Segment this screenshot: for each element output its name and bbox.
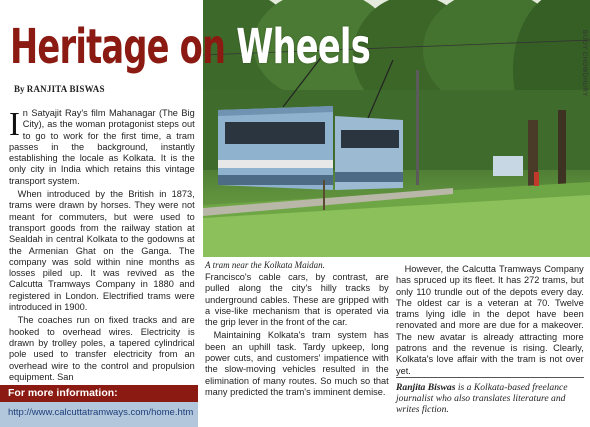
photo-caption: A tram near the Kolkata Maidan. [205, 260, 325, 270]
headline-part-1: Heritage on [10, 19, 237, 75]
byline-prefix: By [14, 84, 25, 94]
bio-name: Ranjita Biswas [396, 382, 456, 393]
more-info-box [0, 385, 198, 427]
article-column-3 [396, 264, 584, 379]
more-info-link[interactable]: http://www.calcuttatramways.com/home.htm [8, 407, 194, 418]
byline-author: RANJITA BISWAS [26, 84, 105, 94]
paragraph-2: When introduced by the British in 1873, trams were drawn by horses. They were not meant for commuters, but were used to transport goods from the railway station at Sealdah in central Kolkata to the godowns at the Armenian Ghat on the Ganga. The company was sold within nine months as losses piled up. It was revived as the Calcutta Tramways Company in 1880 and registered in London. Electrified trams were introduced in 1900. [9, 189, 195, 314]
bio-text: is a Kolkata-based freelance journalist who also translates literature and writes fiction. [396, 382, 568, 415]
drop-cap: I [9, 106, 20, 143]
author-bio [396, 377, 584, 415]
paragraph-5: Maintaining Kolkata's tram system has been an uphill task. Tardy upkeep, long power cuts, and customers' impatience with the slow-moving vehicles resulted in the elimination of many routes. So much so that many predicted the tram's imminent demise. [205, 330, 389, 398]
more-info-title: For more information: [0, 385, 198, 402]
paragraph-3: The coaches run on fixed tracks and are hooked to overhead wires. Electricity is drawn by trolley poles, a tapered cylindrical pole used to transfer electricity from an overhead wire to the control and propulsion equipment. San [9, 315, 195, 383]
photo-credit: BIJOY CHOWDHURY [581, 30, 587, 97]
paragraph-1 [9, 108, 195, 187]
paragraph-6: However, the Calcutta Tramways Company has spruced up its fleet. It has 272 trams, but only 110 trundle out of the depots every day. The oldest car is a veteran at 70. Twelve trams lying idle in the depot have been renovated and more are due for a makeover. The new avatar is already attracting more patrons and the revenue is rising. Clearly, Kolkata's love affair with the tram is not over yet. [396, 264, 584, 377]
article-column-2 [205, 272, 389, 400]
paragraph-1-text: n Satyajit Ray's film Mahanagar (The Big City), as the woman protagonist steps out to go to work for the first time, a tram passes in the background, instantly establishing the locale as Kolkata. It is the only city in India which retains this vintage transport system. [9, 108, 195, 187]
article-headline [10, 19, 370, 75]
byline [14, 84, 105, 94]
paragraph-4: Francisco's cable cars, by contrast, are pulled along the city's hilly tracks by underground cables. These are gripped with a vise-like mechanism that is operated via the grip lever in the front of the car. [205, 272, 389, 329]
article-column-1 [9, 108, 195, 385]
headline-part-2: Wheels [236, 19, 370, 75]
